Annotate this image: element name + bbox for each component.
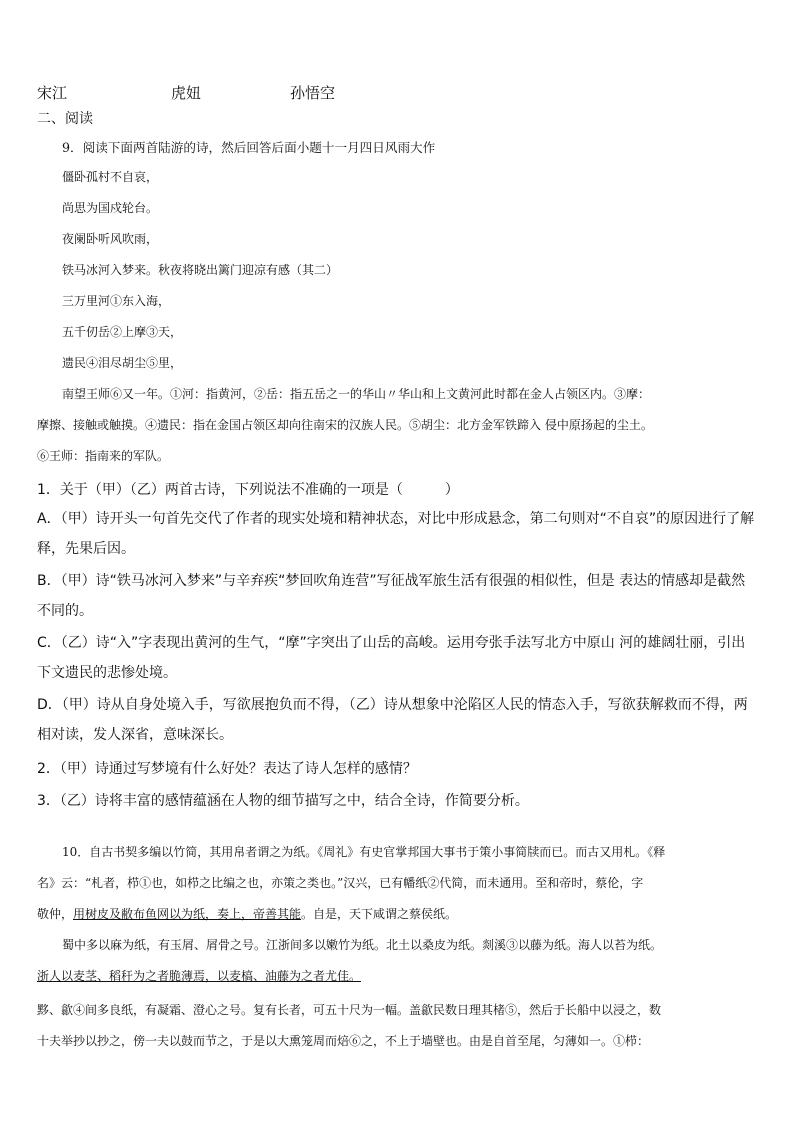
question-3: 3．（乙）诗将丰富的感情蕴涵在人物的细节描写之中，结合全诗，作简要分析。 (37, 793, 529, 809)
q10-line2: 名》云：“札者，栉①也，如栉之比编之也，亦策之类也。”汉兴，已有幡纸②代简，而未通用。至和帝时，蔡伦，字 (37, 876, 644, 890)
header-names (37, 82, 437, 102)
name-songjiang: 宋江 (37, 84, 68, 102)
option-b: B．（甲）诗“铁马冰河入梦来”与辛弃疾“梦回吹角连营”写征战军旅生活有很强的相似性，但是 表达的情感却是截然不同的。 (37, 573, 746, 619)
q10-line3 (37, 905, 457, 922)
q10-line3-start: 敬仲， (37, 907, 74, 921)
name-sunwukong: 孙悟空 (290, 84, 336, 102)
option-d: D．（甲）诗从自身处境入手，写欲展抱负而不得，（乙）诗从想象中沦陷区人民的情态入手，写欲获解救而不得，两相对读，发人深省，意味深长。 (37, 697, 748, 743)
section-heading: 二、阅读 (37, 111, 93, 127)
poem2-title: 铁马冰河入梦来。秋夜将晓出篱门迎凉有感（其二） (62, 263, 339, 277)
q9-prompt: 9．阅读下面两首陆游的诗，然后回答后面小题十一月四日风雨大作 (62, 140, 436, 155)
poem1-line1: 僵卧孤村不自哀， (62, 170, 159, 184)
notes-line1: 南望王师⑥又一年。①河：指黄河，②岳：指五岳之一的华山〃华山和上文黄河此时都在金人占领区内。③摩： (62, 387, 651, 401)
option-a: A．（甲）诗开头一句首先交代了作者的现实处境和精神状态，对比中形成悬念，第二句则对“不自哀”的原因进行了解释，先果后因。 (37, 511, 755, 557)
notes-line2: 摩擦、接触或触摸。④遗民：指在金国占领区却向往南宋的汉族人民。⑤胡尘：北方金军铁蹄入 侵中原扬起的尘土。 (37, 418, 653, 432)
poem1-line3: 夜阑卧听风吹雨， (62, 232, 159, 246)
poem1-line2: 尚思为国戍轮台。 (62, 201, 159, 215)
option-c: C．（乙）诗“入”字表现出黄河的生气，“摩”字突出了山岳的高峻。运用夸张手法写北方中原山 河的雄阔壮丽，引出下文遗民的悲惨处境。 (37, 635, 746, 681)
name-huniu: 虎妞 (171, 84, 202, 102)
question-1: 1．关于（甲）（乙）两首古诗，下列说法不准确的一项是（ ） (37, 482, 459, 498)
notes-line3: ⑥王师：指南来的军队。 (37, 449, 170, 463)
poem2-line1: 三万里河①东入海， (62, 294, 171, 308)
q10-line3-end: 。自是，天下咸谓之蔡侯纸。 (301, 907, 458, 921)
poem2-line3: 遗民④泪尽胡尘⑤里， (62, 356, 183, 370)
q10-line1: 10．自古书契多编以竹简，其用帛者谓之为纸。《周礼》有史官掌邦国大事书于策小事简牍而已。而古又用札。《释 (62, 845, 666, 859)
poem2-line2: 五千仞岳②上摩③天， (62, 325, 183, 339)
q10-underlined-2: 浙人以麦茎、稻秆为之者脆薄焉，以麦槁、油藤为之者尤佳。 (37, 969, 362, 983)
q10-line4: 蜀中多以麻为纸，有玉屑、屑骨之号。江浙间多以嫩竹为纸。北土以桑皮为纸。剡溪③以藤为纸。海人以苔为纸。 (62, 938, 663, 952)
q10-underlined-1: 用树皮及敝布鱼网以为纸，奏上，帝善其能 (73, 907, 302, 921)
q10-line6: 黟、歙④间多良纸，有凝霜、澄心之号。复有长者，可五十尺为一幅。盖歙民数日理其楮⑤，然后于长船中以浸之，数 (37, 1003, 662, 1017)
q10-line7: 十夫举抄以抄之，傍一夫以鼓而节之，于是以大熏笼周而焙⑥之，不上于墙壁也。由是自首至尾，匀薄如一。①栉： (37, 1034, 650, 1048)
question-2: 2．（甲）诗通过写梦境有什么好处？表达了诗人怎样的感情？ (37, 761, 417, 777)
